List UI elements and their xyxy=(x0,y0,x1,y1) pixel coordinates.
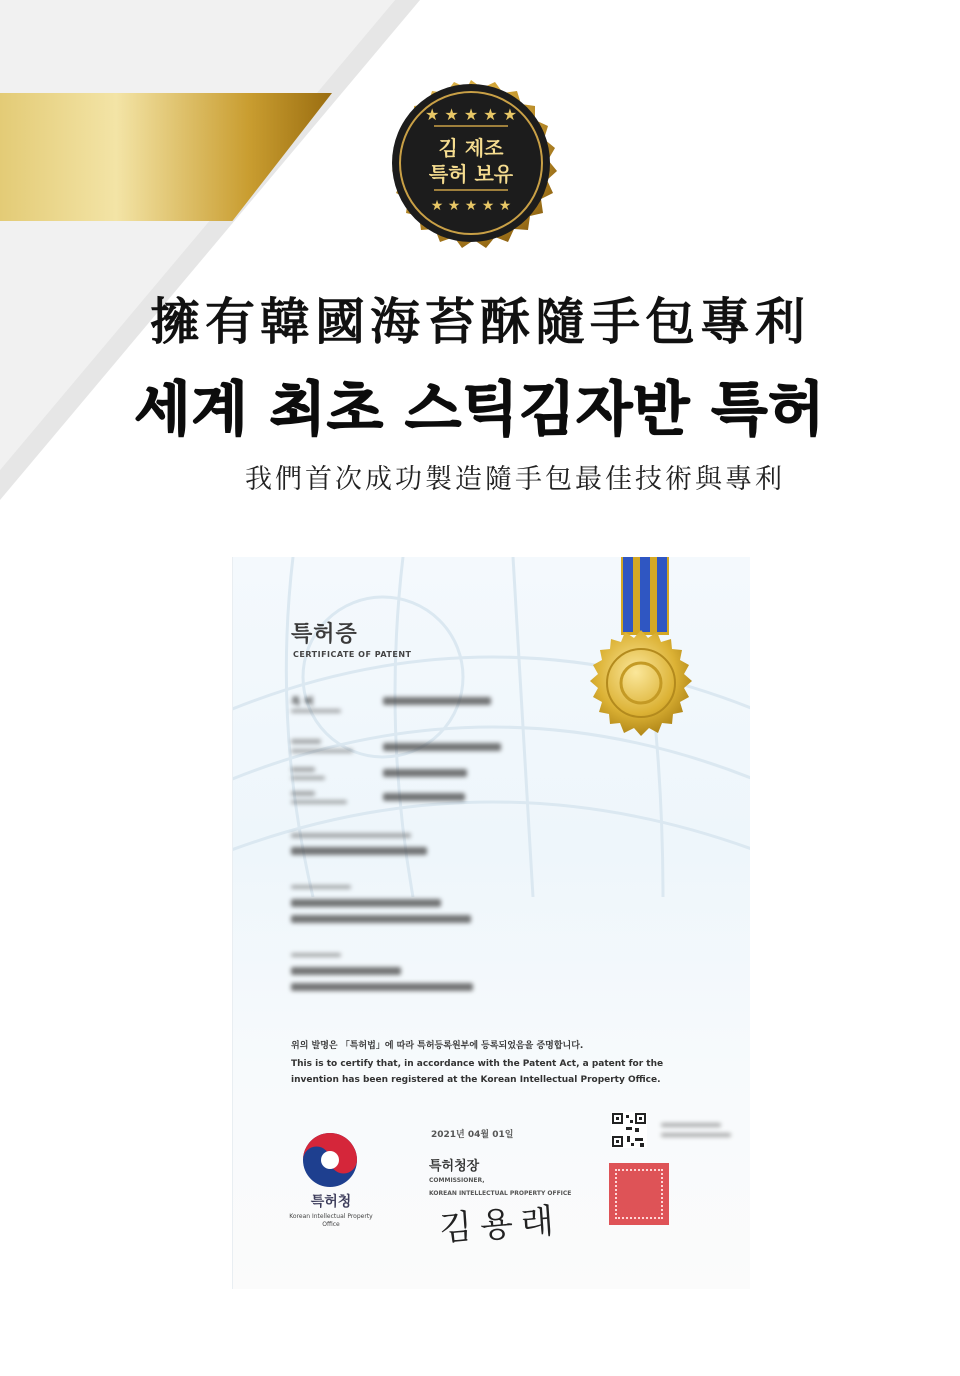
certificate-heading: 특허증 xyxy=(291,622,358,647)
commissioner-en-1: COMMISSIONER, xyxy=(429,1177,485,1184)
office-name-en: Korean Intellectual Property Office xyxy=(289,1213,373,1228)
certificate-heading-en: CERTIFICATE OF PATENT xyxy=(293,650,412,659)
subtitle: 我們首次成功製造隨手包最佳技術與專利 xyxy=(245,464,785,495)
gold-seal-icon xyxy=(579,621,703,745)
badge-line1: 김 제조 xyxy=(438,136,504,160)
office-name: 특허청 xyxy=(310,1194,352,1210)
badge-line2: 특허 보유 xyxy=(428,162,514,186)
certificate-statement-en-2: invention has been registered at the Korean Intellectual Property Office. xyxy=(291,1075,661,1085)
kipo-taegeuk-icon xyxy=(301,1131,359,1189)
svg-text:★ ★ ★ ★ ★: ★ ★ ★ ★ ★ xyxy=(424,105,518,124)
qr-code-icon xyxy=(611,1112,647,1148)
commissioner-en-2: KOREAN INTELLECTUAL PROPERTY OFFICE xyxy=(429,1190,572,1197)
signature: 김용래 xyxy=(437,1200,564,1250)
field-patent-label: 특 허 xyxy=(291,697,314,708)
certificate-date: 2021년 04월 01일 xyxy=(431,1130,514,1140)
commissioner-title: 특허청장 xyxy=(429,1159,480,1174)
title-chinese: 擁有韓國海苔酥隨手包專利 xyxy=(150,293,810,351)
patent-certificate xyxy=(232,557,750,1289)
svg-text:★ ★ ★ ★ ★: ★ ★ ★ ★ ★ xyxy=(430,198,512,214)
title-korean: 세계 최초 스틱김자반 특허 xyxy=(134,375,826,443)
certificate-statement-en-1: This is to certify that, in accordance with the Patent Act, a patent for the xyxy=(291,1059,664,1069)
certificate-statement-ko: 위의 발명은 「특허법」에 따라 특허등록원부에 등록되었음을 증명합니다. xyxy=(291,1041,584,1051)
